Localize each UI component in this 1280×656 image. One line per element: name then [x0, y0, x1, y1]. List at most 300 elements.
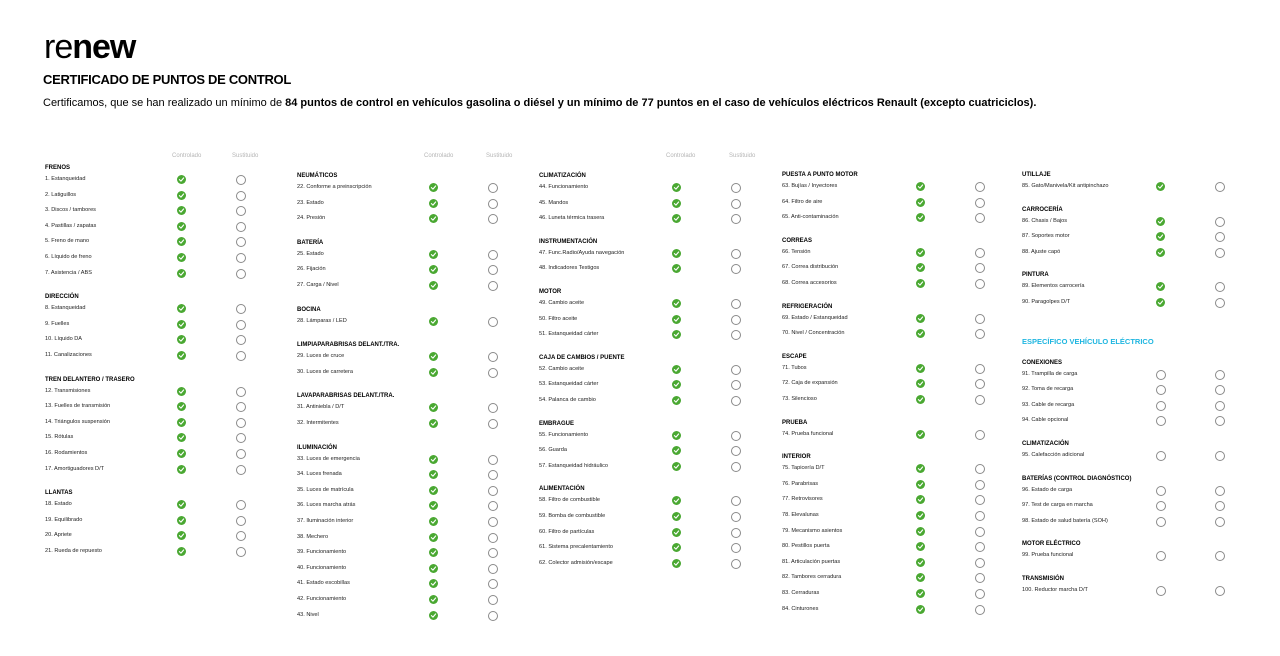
checklist-row: [297, 264, 537, 276]
item-label: 84. Cinturones: [782, 605, 819, 612]
section-heading: NEUMÁTICOS: [297, 173, 338, 179]
checklist-row: [1022, 181, 1262, 193]
item-label: 74. Prueba funcional: [782, 430, 834, 437]
controlled-check-icon: [429, 368, 438, 377]
controlled-check-icon: [177, 269, 186, 278]
checklist-row: [782, 394, 1022, 406]
controlled-check-icon: [916, 605, 925, 614]
controlled-check-icon: [916, 263, 925, 272]
replaced-empty-circle-icon: [731, 543, 741, 553]
checklist-row: [539, 527, 779, 539]
section-heading: CORREAS: [782, 237, 813, 244]
controlled-check-icon: [177, 175, 186, 184]
checklist-row: [1022, 585, 1262, 597]
item-label: 57. Estanqueidad hidráulico: [539, 462, 609, 469]
controlled-check-icon: [672, 543, 681, 552]
item-label: 92. Toma de recarga: [1022, 386, 1074, 393]
replaced-empty-circle-icon: [236, 418, 246, 428]
item-label: 60. Filtro de partículas: [539, 528, 595, 535]
section-heading: TREN DELANTERO / TRASERO: [45, 376, 135, 383]
item-label: 11. Canalizaciones: [45, 352, 92, 358]
controlled-empty-circle-icon: [1156, 370, 1166, 380]
item-label: 63. Bujías / Inyectores: [782, 183, 838, 189]
replaced-empty-circle-icon: [975, 480, 985, 490]
checklist-row: [45, 319, 285, 331]
item-label: 91. Trampilla de carga: [1022, 370, 1078, 377]
replaced-empty-circle-icon: [488, 419, 498, 429]
controlled-check-icon: [429, 419, 438, 428]
checklist-row: [45, 530, 285, 542]
replaced-empty-circle-icon: [975, 464, 985, 474]
controlled-check-icon: [177, 335, 186, 344]
section-heading: UTILLAJE: [1022, 172, 1051, 178]
controlled-check-icon: [916, 495, 925, 504]
controlled-empty-circle-icon: [1156, 385, 1166, 395]
controlled-check-icon: [916, 314, 925, 323]
replaced-empty-circle-icon: [731, 315, 741, 325]
checklist-row: [539, 511, 779, 523]
checklist-row: [297, 367, 537, 379]
item-label: 29. Luces de cruce: [297, 353, 345, 360]
checklist-row: [297, 532, 537, 544]
checklist-row: [297, 280, 537, 292]
checklist-row: [539, 379, 779, 391]
replaced-empty-circle-icon: [488, 403, 498, 413]
item-label: 62. Colector admisión/escape: [539, 559, 613, 566]
checklist-row: [297, 351, 537, 363]
controlled-check-icon: [429, 517, 438, 526]
item-label: 17. Amortiguadores D/T: [45, 465, 105, 472]
checklist-row: [539, 495, 779, 507]
item-label: 16. Rodamientos: [45, 450, 88, 456]
replaced-empty-circle-icon: [731, 446, 741, 456]
replaced-empty-circle-icon: [975, 542, 985, 552]
replaced-empty-circle-icon: [236, 335, 246, 345]
checklist-row: [297, 485, 537, 497]
checklist-row: [45, 303, 285, 315]
item-label: 47. Func.Radio/Ayuda navegación: [539, 249, 625, 256]
controlled-check-icon: [177, 418, 186, 427]
replaced-empty-circle-icon: [975, 495, 985, 505]
controlled-check-icon: [672, 365, 681, 374]
item-label: 12. Transmisiones: [45, 387, 91, 394]
checklist-row: [539, 329, 779, 341]
section-heading: CLIMATIZACIÓN: [1022, 441, 1069, 447]
controlled-check-icon: [672, 315, 681, 324]
replaced-empty-circle-icon: [975, 430, 985, 440]
item-label: 79. Mecanismo asientos: [782, 527, 843, 534]
item-label: 41. Estado escobillas: [297, 580, 350, 587]
replaced-empty-circle-icon: [1215, 416, 1225, 426]
checklist-row: [1022, 297, 1262, 309]
checklist-row: [782, 313, 1022, 325]
renew-logo: renew: [44, 28, 136, 66]
item-label: 80. Pestillos puerta: [782, 543, 830, 550]
item-label: 77. Retrovisores: [782, 496, 823, 503]
controlled-check-icon: [429, 250, 438, 259]
replaced-empty-circle-icon: [488, 368, 498, 378]
controlled-check-icon: [177, 402, 186, 411]
item-label: 1. Estanqueidad: [45, 176, 86, 182]
intro-text: Certificamos, que se han realizado un mínimo de 84 puntos de control en vehículos gasolina o diésel y un mínimo de 77 puntos en el caso de vehículos eléctricos Renault (excepto cuatriciclos).: [43, 97, 1037, 109]
item-label: 13. Fuelles de transmisión: [45, 403, 111, 410]
controlled-check-icon: [916, 430, 925, 439]
replaced-empty-circle-icon: [236, 387, 246, 397]
section-heading: PINTURA: [1022, 272, 1049, 279]
checklist-row: [1022, 485, 1262, 497]
checklist-row: [45, 448, 285, 460]
controlled-check-icon: [672, 330, 681, 339]
checklist-row: [539, 263, 779, 275]
checklist-row: [539, 395, 779, 407]
item-label: 35. Luces de matrícula: [297, 486, 354, 493]
replaced-empty-circle-icon: [488, 214, 498, 224]
controlled-check-icon: [177, 222, 186, 231]
replaced-empty-circle-icon: [1215, 182, 1225, 192]
replaced-empty-circle-icon: [488, 199, 498, 209]
controlled-check-icon: [672, 249, 681, 258]
replaced-empty-circle-icon: [236, 222, 246, 232]
checklist-row: [782, 378, 1022, 390]
controlled-check-icon: [177, 449, 186, 458]
replaced-empty-circle-icon: [975, 279, 985, 289]
controlled-check-icon: [429, 595, 438, 604]
controlled-check-icon: [429, 611, 438, 620]
checklist-row: [45, 350, 285, 362]
checklist-row: [539, 461, 779, 473]
controlled-check-icon: [177, 387, 186, 396]
section-heading: BATERÍAS (CONTROL DIAGNÓSTICO): [1022, 475, 1132, 482]
replaced-empty-circle-icon: [236, 304, 246, 314]
item-label: 8. Estanqueidad: [45, 305, 86, 312]
item-label: 95. Calefacción adicional: [1022, 452, 1085, 458]
item-label: 37. Iluminación interior: [297, 518, 354, 524]
controlled-check-icon: [429, 533, 438, 542]
item-label: 30. Luces de carretera: [297, 368, 353, 375]
item-label: 52. Cambio aceite: [539, 365, 585, 372]
item-label: 2. Latiguillos: [45, 191, 77, 198]
replaced-empty-circle-icon: [975, 248, 985, 258]
controlled-check-icon: [672, 214, 681, 223]
replaced-empty-circle-icon: [731, 264, 741, 274]
replaced-empty-circle-icon: [1215, 451, 1225, 461]
section-heading: MOTOR: [539, 289, 562, 295]
section-heading: ILUMINACIÓN: [297, 444, 337, 451]
item-label: 82. Tambores cerradura: [782, 574, 842, 581]
replaced-empty-circle-icon: [1215, 232, 1225, 242]
replaced-empty-circle-icon: [975, 182, 985, 192]
replaced-empty-circle-icon: [236, 206, 246, 216]
controlled-check-icon: [916, 329, 925, 338]
checklist-row: [539, 430, 779, 442]
controlled-check-icon: [1156, 282, 1165, 291]
item-label: 28. Lámparas / LED: [297, 317, 347, 324]
controlled-check-icon: [916, 511, 925, 520]
item-label: 76. Parabrisas: [782, 480, 819, 487]
section-heading: BATERÍA: [297, 239, 324, 246]
controlled-check-icon: [672, 512, 681, 521]
checklist-row: [782, 262, 1022, 274]
replaced-empty-circle-icon: [975, 364, 985, 374]
controlled-check-icon: [672, 380, 681, 389]
replaced-empty-circle-icon: [1215, 385, 1225, 395]
item-label: 3. Discos / tambores: [45, 207, 96, 214]
controlled-empty-circle-icon: [1156, 551, 1166, 561]
controlled-check-icon: [916, 379, 925, 388]
controlled-check-icon: [429, 281, 438, 290]
item-label: 69. Estado / Estanqueidad: [782, 314, 848, 321]
item-label: 58. Filtro de combustible: [539, 497, 600, 504]
section-heading: FRENOS: [45, 165, 71, 171]
item-label: 73. Silencioso: [782, 396, 817, 402]
checklist-row: [1022, 369, 1262, 381]
controlled-check-icon: [1156, 232, 1165, 241]
replaced-empty-circle-icon: [731, 365, 741, 375]
item-label: 45. Mandos: [539, 199, 569, 206]
checklist-row: [297, 563, 537, 575]
controlled-empty-circle-icon: [1156, 416, 1166, 426]
checklist-row: [782, 526, 1022, 538]
replaced-empty-circle-icon: [975, 263, 985, 273]
controlled-check-icon: [177, 547, 186, 556]
replaced-empty-circle-icon: [975, 329, 985, 339]
checklist-row: [297, 198, 537, 210]
item-label: 10. Líquido DA: [45, 336, 83, 343]
item-label: 38. Mechero: [297, 533, 329, 540]
item-label: 40. Funcionamiento: [297, 564, 347, 571]
item-label: 15. Rótulas: [45, 434, 74, 441]
controlled-check-icon: [1156, 182, 1165, 191]
checklist-row: [1022, 450, 1262, 462]
replaced-empty-circle-icon: [488, 250, 498, 260]
item-label: 78. Elevalunas: [782, 512, 819, 518]
replaced-empty-circle-icon: [731, 462, 741, 472]
controlled-check-icon: [672, 528, 681, 537]
controlled-check-icon: [672, 559, 681, 568]
controlled-check-icon: [916, 558, 925, 567]
item-label: 86. Chasis / Bajos: [1022, 217, 1068, 224]
item-label: 18. Estado: [45, 501, 72, 508]
item-label: 93. Cable de recarga: [1022, 401, 1075, 408]
checklist-row: [1022, 550, 1262, 562]
controlled-check-icon: [429, 548, 438, 557]
checklist-row: [297, 594, 537, 606]
replaced-empty-circle-icon: [1215, 370, 1225, 380]
controlled-empty-circle-icon: [1156, 401, 1166, 411]
replaced-empty-circle-icon: [488, 455, 498, 465]
checklist-row: [1022, 247, 1262, 259]
item-label: 94. Cable opcional: [1022, 417, 1069, 424]
item-label: 99. Prueba funcional: [1022, 552, 1074, 559]
item-label: 67. Correa distribución: [782, 264, 839, 271]
controlled-empty-circle-icon: [1156, 517, 1166, 527]
replaced-empty-circle-icon: [1215, 586, 1225, 596]
item-label: 66. Tensión: [782, 248, 811, 255]
checklist-row: [45, 464, 285, 476]
controlled-check-icon: [1156, 298, 1165, 307]
checklist-row: [782, 328, 1022, 340]
replaced-empty-circle-icon: [975, 314, 985, 324]
section-heading: TRANSMISIÓN: [1022, 576, 1064, 582]
item-label: 20. Apriete: [45, 532, 72, 539]
replaced-empty-circle-icon: [731, 396, 741, 406]
replaced-empty-circle-icon: [1215, 248, 1225, 258]
replaced-empty-circle-icon: [488, 486, 498, 496]
item-label: 39. Funcionamiento: [297, 549, 347, 556]
replaced-empty-circle-icon: [488, 517, 498, 527]
replaced-empty-circle-icon: [731, 183, 741, 193]
checklist-row: [45, 432, 285, 444]
section-heading: LLANTAS: [45, 490, 73, 497]
section-heading: ESCAPE: [782, 353, 807, 360]
checklist-row: [782, 197, 1022, 209]
checklist-row: [782, 247, 1022, 259]
item-label: 100. Reductor marcha D/T: [1022, 587, 1088, 593]
replaced-empty-circle-icon: [975, 589, 985, 599]
checklist-row: [45, 190, 285, 202]
item-label: 26. Fijación: [297, 266, 326, 273]
item-label: 14. Triángulos suspensión: [45, 418, 110, 425]
replaced-empty-circle-icon: [488, 317, 498, 327]
replaced-empty-circle-icon: [488, 548, 498, 558]
controlled-check-icon: [429, 199, 438, 208]
replaced-empty-circle-icon: [731, 299, 741, 309]
section-heading: CARROCERÍA: [1022, 206, 1063, 213]
replaced-empty-circle-icon: [236, 531, 246, 541]
replaced-empty-circle-icon: [975, 379, 985, 389]
item-label: 70. Nivel / Concentración: [782, 330, 845, 337]
checklist-row: [45, 174, 285, 186]
replaced-empty-circle-icon: [236, 465, 246, 475]
controlled-check-icon: [177, 253, 186, 262]
replaced-empty-circle-icon: [1215, 401, 1225, 411]
checklist-row: [1022, 384, 1262, 396]
controlled-check-icon: [429, 501, 438, 510]
controlled-check-icon: [429, 265, 438, 274]
controlled-check-icon: [916, 364, 925, 373]
item-label: 42. Funcionamiento: [297, 596, 347, 602]
item-label: 81. Articulación puertas: [782, 558, 841, 565]
checklist-row: [297, 402, 537, 414]
section-heading: LIMPIAPARABRISAS DELANT./TRA.: [297, 342, 400, 349]
item-label: 87. Soportes motor: [1022, 233, 1070, 240]
replaced-empty-circle-icon: [236, 547, 246, 557]
replaced-empty-circle-icon: [731, 496, 741, 506]
section-heading: EMBRAGUE: [539, 420, 575, 427]
checklist-row: [297, 610, 537, 622]
replaced-empty-circle-icon: [488, 579, 498, 589]
controlled-check-icon: [177, 320, 186, 329]
controlled-check-icon: [1156, 248, 1165, 257]
checklist-row: [539, 298, 779, 310]
controlled-check-icon: [916, 573, 925, 582]
controlled-check-icon: [916, 589, 925, 598]
controlled-check-icon: [177, 304, 186, 313]
controlled-check-icon: [177, 516, 186, 525]
replaced-empty-circle-icon: [236, 269, 246, 279]
col-header-controlled: Controlado: [424, 153, 454, 159]
replaced-empty-circle-icon: [236, 516, 246, 526]
item-label: 89. Elementos carrocería: [1022, 283, 1085, 290]
replaced-empty-circle-icon: [975, 573, 985, 583]
controlled-check-icon: [672, 183, 681, 192]
replaced-empty-circle-icon: [731, 528, 741, 538]
replaced-empty-circle-icon: [975, 213, 985, 223]
item-label: 96. Estado de carga: [1022, 486, 1073, 493]
item-label: 7. Asistencia / ABS: [45, 269, 92, 276]
section-heading: ALIMENTACIÓN: [539, 486, 585, 493]
section-heading: REFRIGERACIÓN: [782, 303, 833, 310]
checklist-row: [45, 252, 285, 264]
col-header-replaced: Sustituido: [729, 153, 756, 159]
replaced-empty-circle-icon: [1215, 486, 1225, 496]
controlled-check-icon: [177, 237, 186, 246]
replaced-empty-circle-icon: [975, 198, 985, 208]
item-label: 55. Funcionamiento: [539, 431, 589, 438]
item-label: 61. Sistema precalentamiento: [539, 544, 614, 551]
col-header-controlled: Controlado: [172, 153, 202, 159]
controlled-check-icon: [672, 431, 681, 440]
checklist-row: [782, 604, 1022, 616]
checklist-row: [539, 198, 779, 210]
replaced-empty-circle-icon: [236, 449, 246, 459]
checklist-row: [782, 557, 1022, 569]
checklist-row: [539, 213, 779, 225]
replaced-empty-circle-icon: [488, 281, 498, 291]
replaced-empty-circle-icon: [488, 611, 498, 621]
item-label: 71. Tubos: [782, 364, 807, 371]
checklist-row: [782, 278, 1022, 290]
replaced-empty-circle-icon: [731, 330, 741, 340]
item-label: 43. Nivel: [297, 611, 319, 618]
replaced-empty-circle-icon: [731, 214, 741, 224]
replaced-empty-circle-icon: [975, 605, 985, 615]
col-header-replaced: Sustituido: [486, 153, 513, 159]
item-label: 56. Guarda: [539, 447, 567, 454]
replaced-empty-circle-icon: [731, 512, 741, 522]
item-label: 22. Conforme a preinscripción: [297, 184, 372, 190]
item-label: 51. Estanqueidad cárter: [539, 331, 599, 338]
item-label: 48. Indicadores Testigos: [539, 265, 600, 272]
checklist-row: [1022, 216, 1262, 228]
item-label: 54. Palanca de cambio: [539, 397, 596, 403]
checklist-row: [539, 314, 779, 326]
controlled-check-icon: [916, 182, 925, 191]
page-title: CERTIFICADO DE PUNTOS DE CONTROL: [43, 72, 292, 87]
replaced-empty-circle-icon: [1215, 282, 1225, 292]
item-label: 33. Luces de emergencia: [297, 455, 360, 462]
item-label: 5. Freno de mano: [45, 238, 90, 245]
checklist-row: [45, 268, 285, 280]
checklist-row: [297, 213, 537, 225]
replaced-empty-circle-icon: [488, 183, 498, 193]
replaced-empty-circle-icon: [975, 558, 985, 568]
item-label: 88. Ajuste capó: [1022, 248, 1061, 255]
checklist-row: [1022, 516, 1262, 528]
controlled-empty-circle-icon: [1156, 486, 1166, 496]
replaced-empty-circle-icon: [731, 559, 741, 569]
replaced-empty-circle-icon: [488, 564, 498, 574]
checklist-row: [1022, 400, 1262, 412]
replaced-empty-circle-icon: [731, 199, 741, 209]
item-label: 68. Correa accesorios: [782, 280, 837, 286]
checklist-row: [45, 386, 285, 398]
section-heading: BOCINA: [297, 306, 321, 313]
controlled-check-icon: [429, 183, 438, 192]
checklist-row: [45, 546, 285, 558]
section-heading: LAVAPARABRISAS DELANT./TRA.: [297, 393, 395, 400]
checklist-row: [782, 572, 1022, 584]
